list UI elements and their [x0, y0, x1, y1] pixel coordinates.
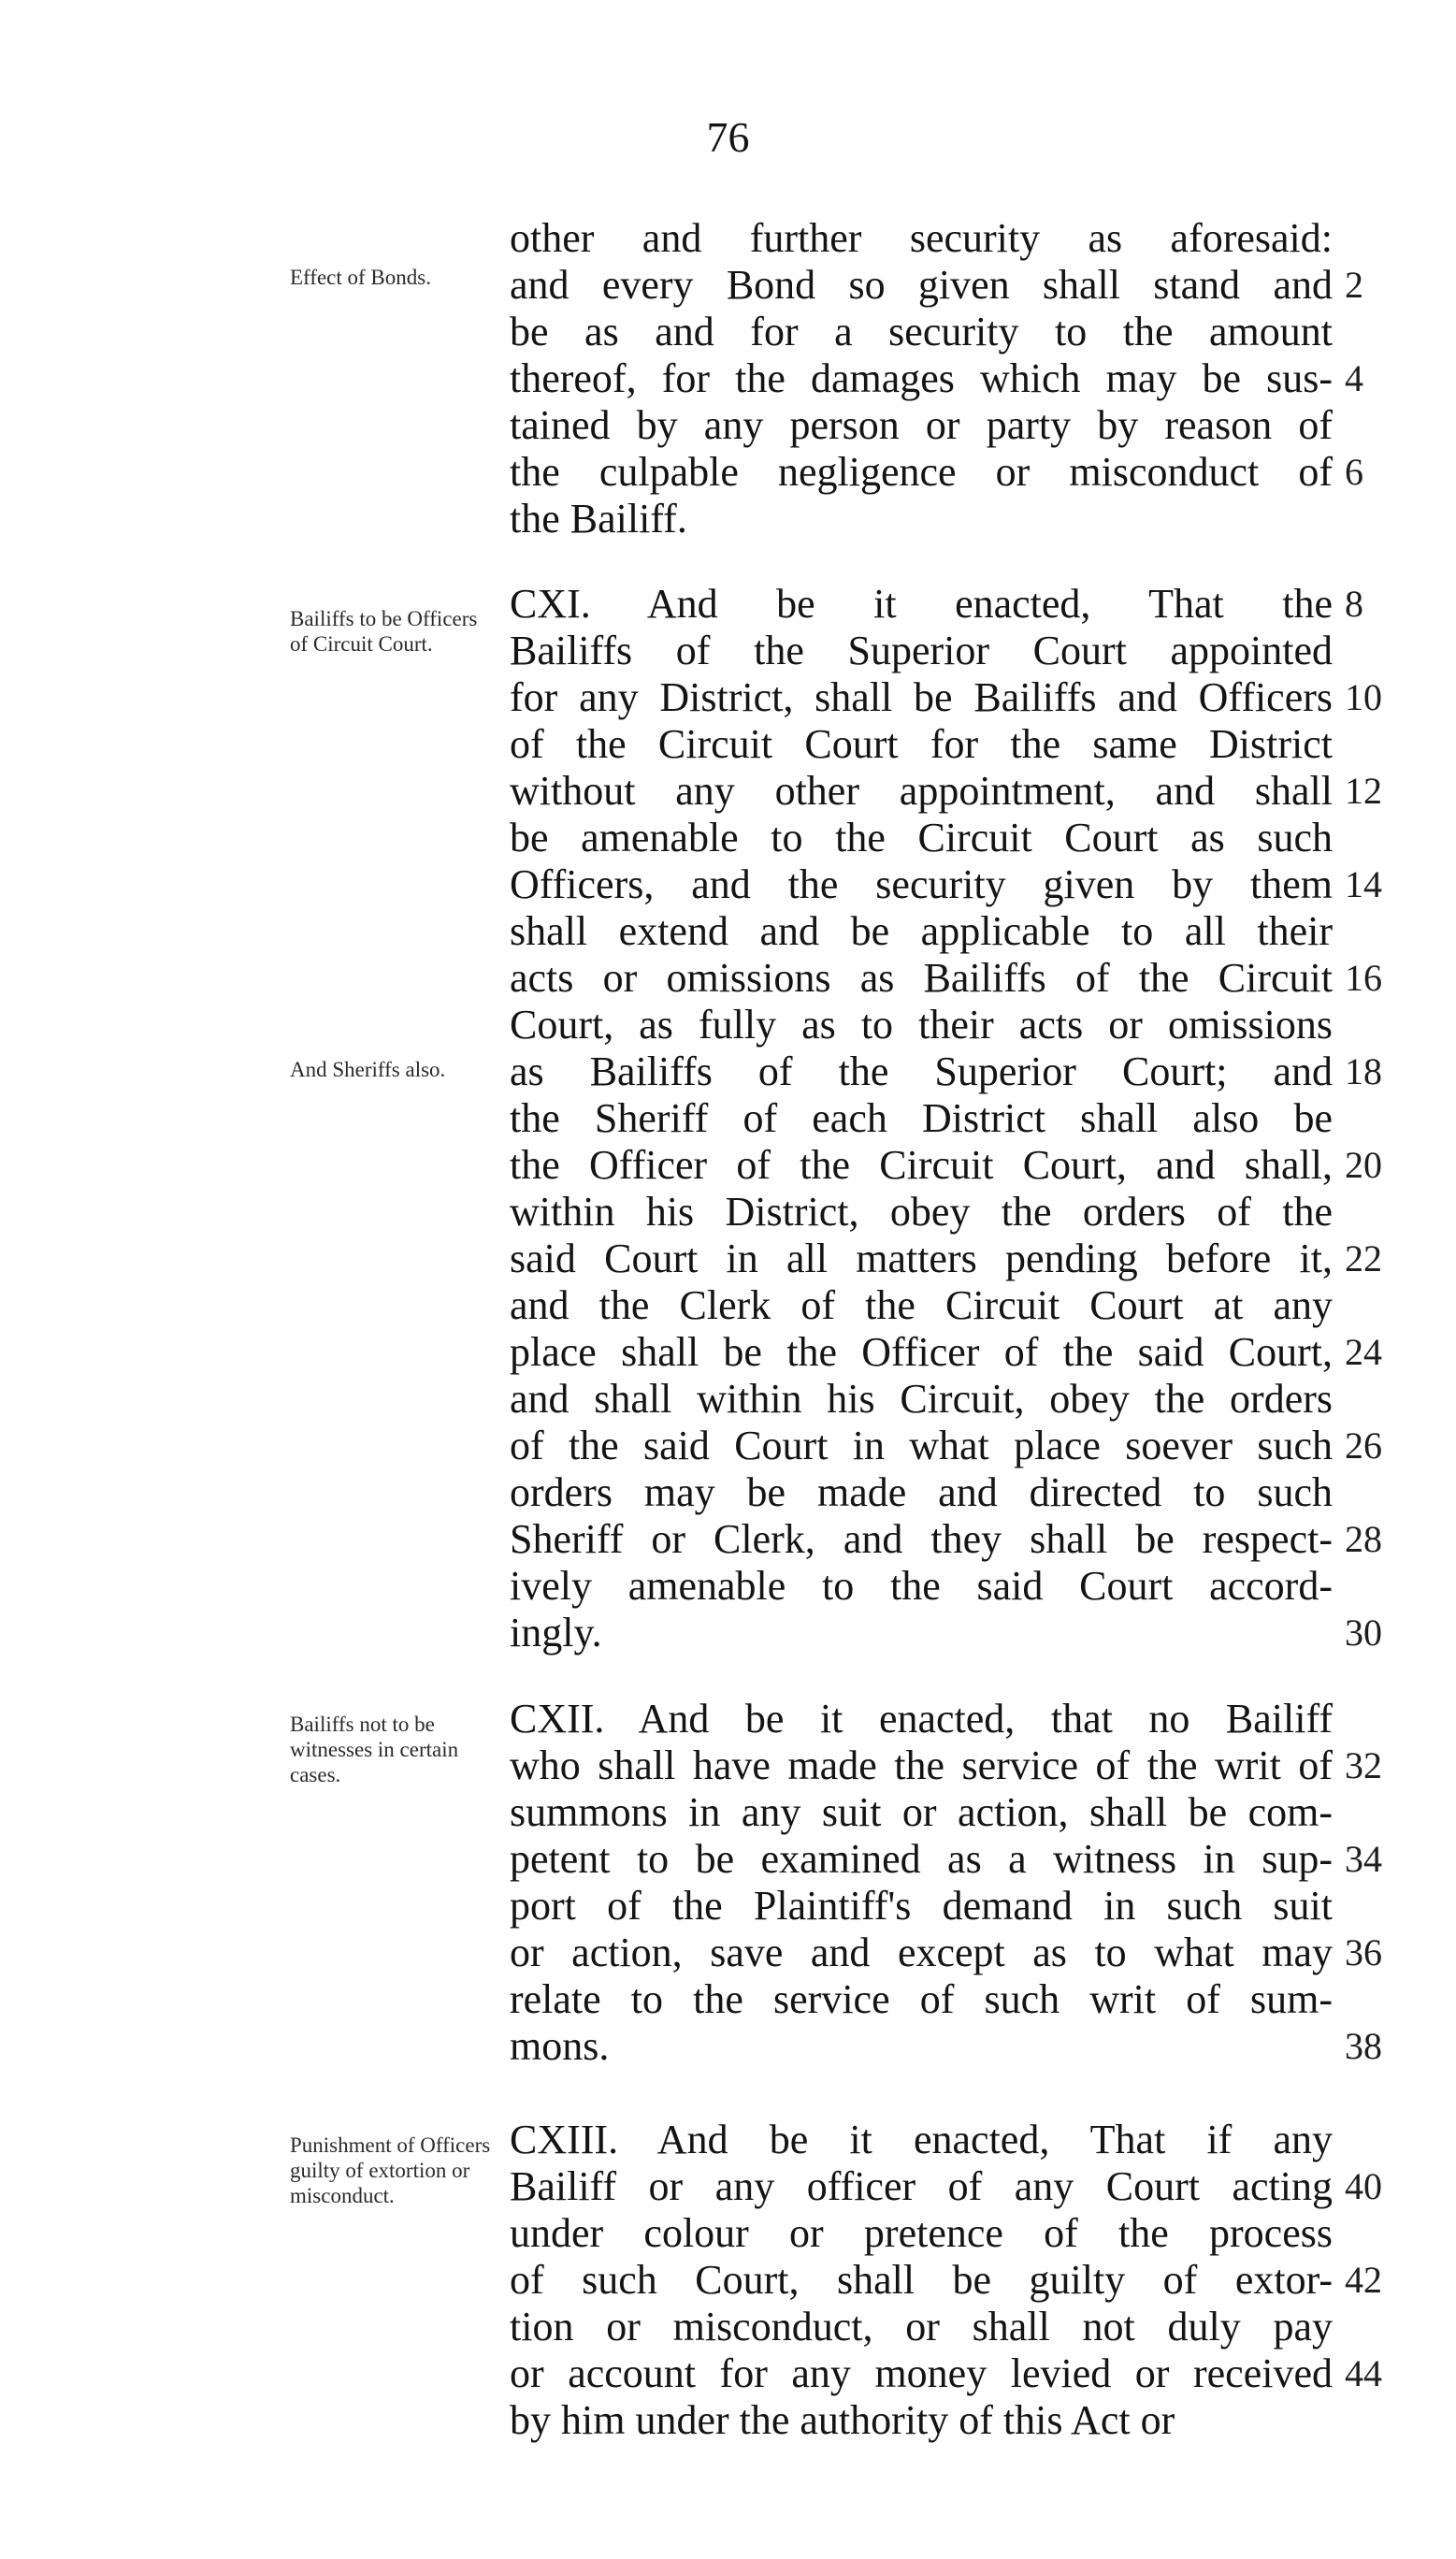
text-line: relate to the service of such writ of sum-: [510, 1976, 1333, 2022]
line-number: 20: [1345, 1144, 1382, 1186]
line-number: 12: [1345, 770, 1382, 812]
text-line: and every Bond so given shall stand and: [510, 262, 1333, 308]
text-line: Sheriff or Clerk, and they shall be respect-: [510, 1516, 1333, 1562]
margin-note: Punishment of Officers guilty of extortion or misconduct.: [290, 2133, 491, 2207]
margin-note: Bailiffs to be Officers of Circuit Court.: [290, 607, 478, 656]
text-line: the Bailiff.: [510, 496, 687, 542]
text-line: as Bailiffs of the Superior Court; and: [510, 1048, 1333, 1094]
line-number: 40: [1345, 2165, 1382, 2207]
line-number: 30: [1345, 1612, 1382, 1654]
text-line: tained by any person or party by reason of: [510, 402, 1333, 448]
text-line: without any other appointment, and shall: [510, 768, 1333, 814]
text-line: Officers, and the security given by them: [510, 861, 1333, 907]
line-number: 14: [1345, 863, 1382, 905]
text-line: be amenable to the Circuit Court as such: [510, 815, 1333, 860]
line-number: 2: [1345, 264, 1363, 306]
text-line: shall extend and be applicable to all their: [510, 908, 1333, 954]
line-number: 36: [1345, 1931, 1382, 1973]
text-line: by him under the authority of this Act or: [510, 2397, 1175, 2443]
line-number: 44: [1345, 2352, 1382, 2394]
line-number: 22: [1345, 1237, 1382, 1280]
text-line: port of the Plaintiff's demand in such suit: [510, 1883, 1333, 1929]
text-line: other and further security as aforesaid:: [510, 215, 1333, 261]
line-number: 16: [1345, 957, 1382, 999]
text-line: of such Court, shall be guilty of extor-: [510, 2257, 1333, 2303]
text-line: CXIII. And be it enacted, That if any: [510, 2117, 1333, 2162]
text-line: or account for any money levied or received: [510, 2350, 1333, 2396]
text-line: and the Clerk of the Circuit Court at any: [510, 1282, 1333, 1328]
margin-note: Effect of Bonds.: [290, 266, 431, 289]
text-line: be as and for a security to the amount: [510, 309, 1333, 354]
text-line: Court, as fully as to their acts or omissions: [510, 1002, 1333, 1048]
text-line: place shall be the Officer of the said Court,: [510, 1329, 1333, 1375]
line-number: 24: [1345, 1331, 1382, 1373]
text-line: of the Circuit Court for the same District: [510, 721, 1333, 767]
text-line: Bailiffs of the Superior Court appointed: [510, 628, 1333, 673]
text-line: or action, save and except as to what may: [510, 1930, 1333, 1975]
margin-note: Bailiffs not to be witnesses in certain cases.: [290, 1713, 459, 1786]
text-line: of the said Court in what place soever such: [510, 1423, 1333, 1468]
text-line: within his District, obey the orders of the: [510, 1189, 1333, 1235]
line-number: 42: [1345, 2259, 1382, 2301]
text-line: under colour or pretence of the process: [510, 2210, 1333, 2256]
text-line: summons in any suit or action, shall be com-: [510, 1789, 1333, 1835]
text-line: the culpable negligence or misconduct of: [510, 449, 1333, 495]
line-number: 38: [1345, 2025, 1382, 2067]
text-line: tion or misconduct, or shall not duly pay: [510, 2304, 1333, 2349]
text-line: and shall within his Circuit, obey the orders: [510, 1376, 1333, 1422]
line-number: 4: [1345, 357, 1363, 399]
line-number: 28: [1345, 1518, 1382, 1560]
margin-note: And Sheriffs also.: [290, 1058, 446, 1081]
text-line: mons.: [510, 2023, 610, 2069]
line-number: 32: [1345, 1744, 1382, 1786]
text-line: the Officer of the Circuit Court, and shall,: [510, 1142, 1333, 1188]
line-number: 6: [1345, 451, 1363, 493]
line-number: 10: [1345, 676, 1382, 718]
line-number: 26: [1345, 1424, 1382, 1467]
text-line: thereof, for the damages which may be sus-: [510, 355, 1333, 401]
line-number: 8: [1345, 583, 1363, 625]
text-line: said Court in all matters pending before it,: [510, 1236, 1333, 1281]
text-line: who shall have made the service of the writ of: [510, 1742, 1333, 1788]
text-line: ingly.: [510, 1610, 602, 1655]
text-line: acts or omissions as Bailiffs of the Circuit: [510, 955, 1333, 1001]
text-line: Bailiff or any officer of any Court acting: [510, 2163, 1333, 2209]
text-line: CXII. And be it enacted, that no Bailiff: [510, 1696, 1333, 1742]
text-line: for any District, shall be Bailiffs and Officers: [510, 674, 1333, 720]
page-number: 76: [706, 113, 750, 161]
text-line: orders may be made and directed to such: [510, 1469, 1333, 1515]
text-line: petent to be examined as a witness in sup-: [510, 1836, 1333, 1882]
line-number: 18: [1345, 1050, 1382, 1092]
text-line: CXI. And be it enacted, That the: [510, 581, 1333, 627]
line-number: 34: [1345, 1838, 1382, 1880]
text-line: ively amenable to the said Court accord-: [510, 1563, 1333, 1609]
text-line: the Sheriff of each District shall also be: [510, 1095, 1333, 1141]
